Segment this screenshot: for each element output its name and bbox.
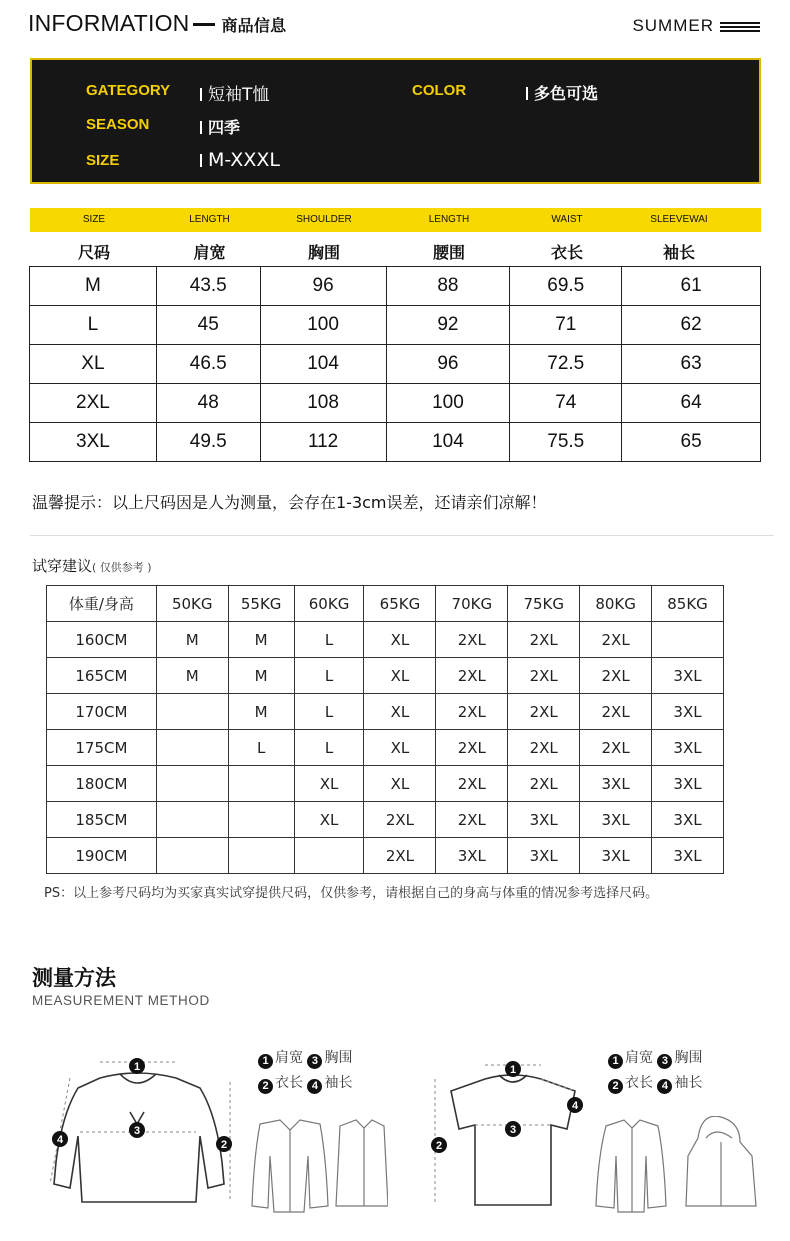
size-value-cell: 74 — [510, 384, 622, 423]
svg-text:4: 4 — [571, 1100, 579, 1112]
size-value-cell: 43.5 — [156, 267, 260, 306]
number-3-icon: 3 — [657, 1054, 672, 1069]
height-cell: 180CM — [47, 766, 157, 802]
fit-size-cell: L — [294, 694, 364, 730]
height-cell: 190CM — [47, 838, 157, 874]
fit-size-cell: 3XL — [436, 838, 508, 874]
svg-text:1: 1 — [509, 1064, 517, 1076]
ps-note: PS：以上参考尺码均为买家真实试穿提供尺码，仅供参考，请根据自己的身高与体重的情况参考选择尺码。 — [44, 886, 659, 901]
fit-title — [32, 555, 152, 576]
fit-size-cell: L — [294, 622, 364, 658]
divider — [30, 535, 774, 536]
measure-subtitle: MEASUREMENT METHOD — [32, 993, 210, 1008]
category-key: GATEGORY — [86, 82, 171, 99]
size-value-cell: 64 — [622, 384, 761, 423]
height-cell: 160CM — [47, 622, 157, 658]
cn-header: 腰围 — [432, 243, 465, 262]
fit-row — [47, 730, 724, 766]
legend-label: 袖长 — [324, 1075, 353, 1091]
size-value-cell: 92 — [386, 306, 510, 345]
fit-size-cell: 2XL — [364, 838, 436, 874]
title-en: INFORMATION — [28, 10, 190, 36]
cn-header: 尺码 — [77, 243, 110, 262]
legend-label: 胸围 — [324, 1050, 353, 1066]
svg-text:3: 3 — [509, 1124, 517, 1136]
size-value-cell: 46.5 — [156, 345, 260, 384]
legend-label: 胸围 — [674, 1050, 703, 1066]
fit-header-cell: 65KG — [364, 586, 436, 622]
fit-row — [47, 838, 724, 874]
en-header: LENGTH — [189, 214, 230, 225]
fit-size-cell: XL — [364, 658, 436, 694]
fit-table — [46, 585, 724, 874]
fit-size-cell: 3XL — [508, 838, 580, 874]
fit-row — [47, 622, 724, 658]
en-header: SLEEVEWAI — [650, 214, 708, 225]
diagram-markers — [52, 1058, 232, 1152]
legend-label: 袖长 — [674, 1075, 703, 1091]
fit-row — [47, 766, 724, 802]
fit-size-cell: XL — [364, 694, 436, 730]
fit-size-cell: 2XL — [508, 766, 580, 802]
fit-size-cell: XL — [364, 622, 436, 658]
svg-text:2: 2 — [435, 1140, 443, 1152]
fit-subtitle: ( 仅供参考 ) — [92, 561, 152, 574]
fit-size-cell: XL — [294, 802, 364, 838]
fit-size-cell: L — [294, 730, 364, 766]
en-header: SIZE — [82, 214, 106, 225]
size-value-cell: 104 — [260, 345, 386, 384]
fit-size-cell: M — [228, 694, 294, 730]
height-cell: 185CM — [47, 802, 157, 838]
fit-row — [47, 658, 724, 694]
legend-label: 肩宽 — [625, 1050, 653, 1066]
number-1-icon: 1 — [258, 1054, 273, 1069]
fit-size-cell: M — [156, 658, 228, 694]
fit-size-cell — [156, 802, 228, 838]
fit-row — [47, 694, 724, 730]
size-value-cell: 112 — [260, 423, 386, 462]
fit-header-cell: 50KG — [156, 586, 228, 622]
season-key: SEASON — [86, 116, 150, 133]
fit-header-cell: 60KG — [294, 586, 364, 622]
number-4-icon: 4 — [307, 1079, 322, 1094]
size-row — [30, 306, 761, 345]
fit-size-cell: 3XL — [580, 838, 652, 874]
cn-header: 衣长 — [550, 243, 583, 262]
fit-size-cell: 2XL — [436, 658, 508, 694]
fit-size-cell: 2XL — [436, 694, 508, 730]
svg-text:4: 4 — [56, 1134, 64, 1146]
size-value-cell: 75.5 — [510, 423, 622, 462]
fit-size-cell — [228, 802, 294, 838]
color-value — [526, 81, 598, 104]
size-value-cell: 72.5 — [510, 345, 622, 384]
fit-size-cell — [156, 838, 228, 874]
season-tag-label: SUMMER — [632, 16, 714, 35]
cn-header: 胸围 — [307, 243, 340, 262]
fit-size-cell: L — [228, 730, 294, 766]
size-value-cell: 65 — [622, 423, 761, 462]
legend-label: 肩宽 — [275, 1050, 303, 1066]
fit-size-cell: 3XL — [652, 838, 724, 874]
size-label-cell: M — [30, 267, 157, 306]
legend-left — [258, 1047, 352, 1094]
fit-header-cell: 85KG — [652, 586, 724, 622]
en-header: SHOULDER — [296, 214, 352, 225]
fit-size-cell — [228, 838, 294, 874]
fit-size-cell: 3XL — [508, 802, 580, 838]
fit-size-cell: 2XL — [364, 802, 436, 838]
fit-size-cell — [156, 694, 228, 730]
size-label-cell: XL — [30, 345, 157, 384]
size-row — [30, 267, 761, 306]
fit-size-cell: M — [156, 622, 228, 658]
separator-bar — [200, 154, 202, 167]
fit-header-cell: 75KG — [508, 586, 580, 622]
size-label-cell: L — [30, 306, 157, 345]
height-cell: 170CM — [47, 694, 157, 730]
fit-header-row — [47, 586, 724, 622]
size-table — [29, 266, 761, 462]
size-value-cell: 61 — [622, 267, 761, 306]
fit-size-cell — [228, 766, 294, 802]
tshirt-diagram — [425, 1055, 600, 1215]
fit-size-cell: 2XL — [580, 730, 652, 766]
svg-text:2: 2 — [220, 1139, 228, 1151]
menu-lines-icon — [720, 20, 760, 34]
fit-size-cell: L — [294, 658, 364, 694]
size-header-bar — [30, 208, 761, 232]
fit-row — [47, 802, 724, 838]
fit-size-cell: 2XL — [580, 694, 652, 730]
fit-size-cell — [652, 622, 724, 658]
size-row — [30, 345, 761, 384]
number-2-icon: 2 — [608, 1079, 623, 1094]
size-value-cell: 100 — [260, 306, 386, 345]
fit-size-cell — [156, 730, 228, 766]
category-value — [200, 80, 269, 105]
fit-size-cell: 2XL — [436, 622, 508, 658]
fit-header-cell: 70KG — [436, 586, 508, 622]
fit-size-cell: 2XL — [436, 766, 508, 802]
fit-size-cell: XL — [364, 730, 436, 766]
measure-title: 测量方法 — [32, 966, 116, 990]
fit-title-text: 试穿建议 — [32, 557, 93, 575]
fit-header-cell: 55KG — [228, 586, 294, 622]
size-value-cell: 71 — [510, 306, 622, 345]
en-header: LENGTH — [428, 214, 470, 225]
fit-size-cell: 3XL — [652, 694, 724, 730]
size-value-text: M-XXXL — [208, 149, 280, 171]
size-value-cell: 69.5 — [510, 267, 622, 306]
size-row — [30, 423, 761, 462]
legend-label: 衣长 — [275, 1075, 303, 1091]
size-value-cell: 104 — [386, 423, 510, 462]
product-info-box — [30, 58, 761, 184]
fit-size-cell: 2XL — [508, 658, 580, 694]
color-key: COLOR — [412, 82, 467, 99]
size-value-cell: 96 — [260, 267, 386, 306]
size-value-cell: 48 — [156, 384, 260, 423]
fit-size-cell: M — [228, 658, 294, 694]
legend-label: 衣长 — [625, 1075, 653, 1091]
fit-size-cell — [156, 766, 228, 802]
fit-size-cell: M — [228, 622, 294, 658]
season-tag — [632, 16, 760, 36]
fit-size-cell — [294, 838, 364, 874]
size-value-cell: 63 — [622, 345, 761, 384]
separator-bar — [200, 121, 202, 134]
category-value-text: 短袖T恤 — [208, 85, 270, 105]
cn-header: 肩宽 — [193, 243, 226, 262]
size-tip: 温馨提示：以上尺码因是人为测量，会存在1-3cm误差，还请亲们凉解！ — [32, 493, 547, 512]
fit-size-cell: 2XL — [436, 802, 508, 838]
fit-header-cell: 80KG — [580, 586, 652, 622]
fit-size-cell: XL — [294, 766, 364, 802]
number-2-icon: 2 — [258, 1079, 273, 1094]
svg-text:3: 3 — [133, 1125, 141, 1137]
number-3-icon: 3 — [307, 1054, 322, 1069]
title-cn: 商品信息 — [221, 18, 287, 35]
separator-bar — [200, 88, 202, 101]
fit-size-cell: 2XL — [508, 694, 580, 730]
fit-size-cell: 3XL — [580, 766, 652, 802]
season-value-text: 四季 — [208, 118, 241, 137]
size-value-cell: 96 — [386, 345, 510, 384]
size-value-cell: 108 — [260, 384, 386, 423]
fit-size-cell: 2XL — [436, 730, 508, 766]
fit-size-cell: 3XL — [580, 802, 652, 838]
page-title — [28, 10, 286, 37]
number-1-icon: 1 — [608, 1054, 623, 1069]
height-cell: 165CM — [47, 658, 157, 694]
cn-header: 袖长 — [662, 243, 695, 262]
svg-text:1: 1 — [133, 1061, 141, 1073]
size-label-cell: 3XL — [30, 423, 157, 462]
color-value-text: 多色可选 — [534, 84, 599, 103]
jacket-sketch-icon — [238, 1116, 388, 1216]
fit-size-cell: 3XL — [652, 730, 724, 766]
size-value — [200, 149, 280, 171]
number-4-icon: 4 — [657, 1079, 672, 1094]
separator-bar — [526, 87, 528, 100]
size-value-cell: 49.5 — [156, 423, 260, 462]
height-cell: 175CM — [47, 730, 157, 766]
title-dash — [193, 23, 215, 26]
size-row — [30, 384, 761, 423]
legend-right — [608, 1047, 702, 1094]
size-label-cell: 2XL — [30, 384, 157, 423]
fit-size-cell: 2XL — [580, 622, 652, 658]
fit-size-cell: 2XL — [580, 658, 652, 694]
size-value-cell: 100 — [386, 384, 510, 423]
fit-header-cell: 体重/身高 — [47, 586, 157, 622]
size-value-cell: 45 — [156, 306, 260, 345]
size-value-cell: 62 — [622, 306, 761, 345]
fit-size-cell: 2XL — [508, 622, 580, 658]
shirt-hoodie-sketch-icon — [588, 1116, 758, 1216]
fit-size-cell: 3XL — [652, 766, 724, 802]
fit-size-cell: 3XL — [652, 802, 724, 838]
size-key: SIZE — [86, 152, 120, 169]
long-sleeve-diagram — [40, 1052, 245, 1217]
size-value-cell: 88 — [386, 267, 510, 306]
en-header: WAIST — [551, 214, 583, 225]
fit-size-cell: 3XL — [652, 658, 724, 694]
season-value — [200, 115, 240, 138]
fit-size-cell: XL — [364, 766, 436, 802]
fit-size-cell: 2XL — [508, 730, 580, 766]
